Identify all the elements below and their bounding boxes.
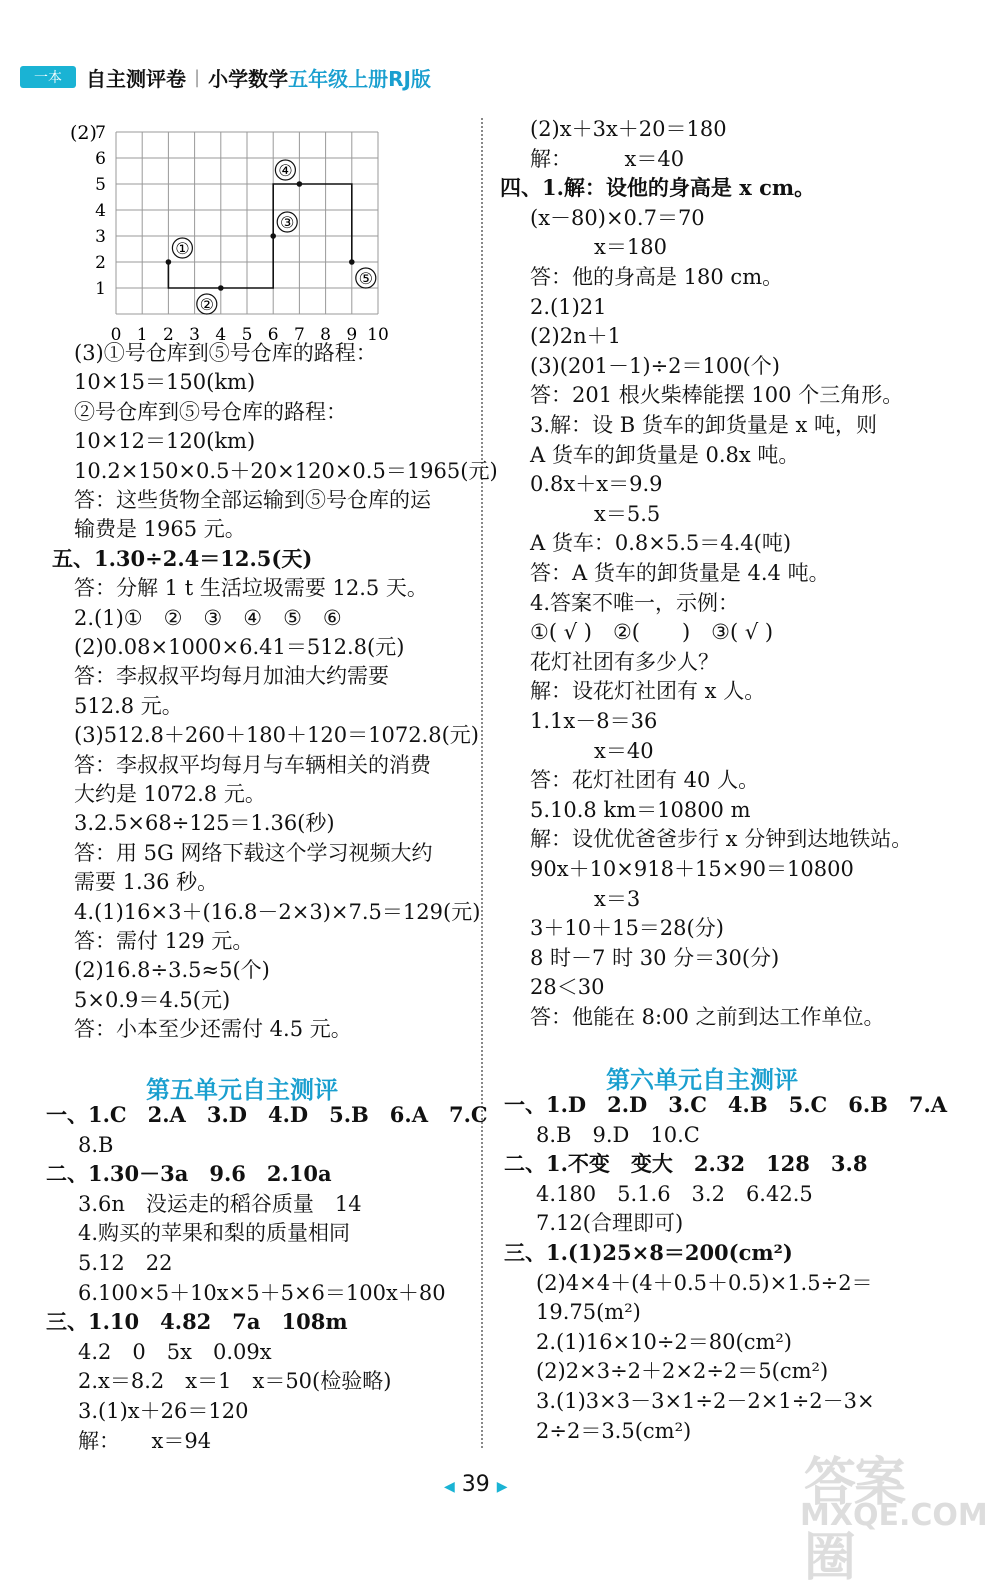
answer-line: 90x＋10×918＋15×90＝10800 (530, 857, 854, 881)
answer-line: A 货车：0.8×5.5＝4.4(吨) (530, 531, 792, 556)
answer-line: 0.8x＋x＝9.9 (530, 472, 663, 497)
answer-line: (2)0.08×1000×6.41＝512.8(元) (74, 635, 405, 659)
answer-line: 一、1.D 2.D 3.C 4.B 5.C 6.B 7.A (504, 1092, 948, 1117)
answer-line: 解： x＝40 (530, 146, 685, 171)
answer-line: 5×0.9＝4.5(元) (74, 987, 231, 1012)
page-header (20, 64, 431, 90)
x-tick-label: 6 (267, 325, 279, 345)
answer-line: (3)①号仓库到⑤号仓库的路程： (74, 341, 377, 365)
answer-line: 二、1.不变 变大 2.32 128 3.8 (504, 1151, 868, 1177)
answer-line: 答：他的身高是 180 cm。 (530, 265, 784, 289)
answer-line: x＝180 (594, 235, 667, 260)
answer-line: 8.B (78, 1132, 114, 1157)
answer-line: 5.12 22 (78, 1251, 173, 1275)
y-tick-label: 7 (95, 123, 106, 143)
answer-line: 10×15＝150(km) (74, 370, 256, 395)
answer-line: 3＋10＋15＝28(分) (530, 916, 724, 941)
warehouse-label: ③ (280, 213, 295, 232)
watermark-logo (796, 1440, 988, 1588)
warehouse-point (297, 181, 303, 187)
x-tick-label: 7 (293, 325, 305, 345)
answer-line: 解：设花灯社团有 x 人。 (530, 679, 766, 704)
answer-line: 3.(1)x＋26＝120 (78, 1399, 249, 1423)
answer-line: (2)16.8÷3.5≈5(个) (74, 958, 270, 983)
answer-line: 答：201 根火柴棒能摆 100 个三角形。 (530, 383, 904, 408)
answer-line: 五、1.30÷2.4＝12.5(天) (52, 545, 313, 571)
answer-line: 4.答案不唯一，示例： (530, 590, 740, 615)
answer-line: 3.2.5×68÷125＝1.36(秒) (74, 811, 335, 836)
x-tick-label: 0 (110, 325, 122, 345)
x-tick-label: 4 (215, 325, 227, 345)
answer-line: 512.8 元。 (74, 693, 183, 718)
answer-line: 答：这些货物全部运输到⑤号仓库的运 (74, 488, 431, 512)
answer-line: 答：分解 1 t 生活垃圾需要 12.5 天。 (74, 576, 428, 601)
page-number-footer (444, 1472, 508, 1497)
x-tick-label: 1 (136, 325, 148, 345)
header-title: 自主测评卷 (86, 66, 186, 91)
answer-line: 答：用 5G 网络下载这个学习视频大约 (74, 840, 433, 865)
y-tick-label: 5 (95, 175, 106, 195)
answer-line: 解：设优优爸爸步行 x 分钟到达地铁站。 (530, 827, 913, 852)
answer-line: 5.10.8 km＝10800 m (530, 797, 751, 822)
answer-line: 19.75(m²) (536, 1300, 641, 1325)
answer-line: x＝5.5 (594, 501, 661, 526)
watermark-url: MXQE.COM (800, 1498, 988, 1533)
x-tick-label: 8 (320, 325, 332, 345)
warehouse-label: ⑤ (358, 269, 373, 288)
answer-line: (3)512.8＋260＋180＋120＝1072.8(元) (74, 723, 479, 748)
answer-line: 需要 1.36 秒。 (74, 870, 219, 895)
answer-line: 4.购买的苹果和梨的质量相同 (78, 1221, 351, 1246)
answer-line: 三、1.10 4.82 7a 108m (46, 1309, 348, 1335)
watermark-text: 答案圈 (804, 1453, 905, 1588)
x-tick-label: 2 (162, 325, 174, 345)
answer-line: 2.x＝8.2 x＝1 x＝50(检验略) (78, 1369, 392, 1394)
answer-line: (3)(201－1)÷2＝100(个) (530, 353, 781, 378)
warehouse-point (270, 233, 276, 239)
answer-line: A 货车的卸货量是 0.8x 吨。 (530, 442, 800, 467)
warehouse-point (349, 259, 355, 265)
answer-line: 解： x＝94 (78, 1428, 212, 1453)
answer-line: 4.180 5.1.6 3.2 6.42.5 (536, 1181, 813, 1206)
answer-line: 三、1.(1)25×8＝200(cm²) (504, 1240, 793, 1265)
page-number: 39 (461, 1472, 490, 1497)
x-tick-label: 9 (346, 325, 358, 345)
header-subject: 小学数学 (208, 66, 289, 91)
answer-line: 四、1.解：设他的身高是 x cm。 (500, 175, 816, 201)
answer-line: 8.B 9.D 10.C (536, 1122, 700, 1147)
answer-line: (2)x＋3x＋20＝180 (530, 117, 727, 141)
answer-line: 二、1.30－3a 9.6 2.10a (46, 1161, 332, 1187)
x-tick-label: 3 (189, 325, 201, 345)
x-tick-label: 5 (241, 325, 253, 345)
answer-line: 3.解：设 B 货车的卸货量是 x 吨，则 (530, 413, 878, 437)
right-arrow-icon: ▶ (496, 1479, 508, 1495)
answer-line: 一、1.C 2.A 3.D 4.D 5.B 6.A 7.C (46, 1102, 488, 1127)
answer-line: 4.2 0 5x 0.09x (78, 1339, 272, 1364)
answer-line: 1.1x－8＝36 (530, 709, 658, 733)
answer-line: (2)2×3÷2＋2×2÷2＝5(cm²) (536, 1359, 829, 1384)
answer-line: 10.2×150×0.5＋20×120×0.5＝1965(元) (74, 458, 498, 483)
answer-line: 7.12(合理即可) (536, 1211, 684, 1236)
answer-line: 输费是 1965 元。 (74, 517, 246, 542)
warehouse-label: ② (199, 295, 214, 314)
chart-label: (2) (70, 122, 97, 144)
y-tick-label: 4 (95, 201, 106, 221)
answer-line: 2.(1)① ② ③ ④ ⑤ ⑥ (74, 605, 342, 630)
warehouse-point (166, 259, 172, 265)
answer-line: 6.100×5＋10x×5＋5×6＝100x＋80 (78, 1280, 446, 1305)
answer-line: 10×12＝120(km) (74, 429, 256, 454)
answer-line: 28＜30 (530, 975, 605, 1000)
answer-line: 答：他能在 8:00 之前到达工作单位。 (530, 1005, 885, 1029)
answer-line: 大约是 1072.8 元。 (74, 782, 266, 806)
answer-line: 2.(1)21 (530, 294, 607, 319)
coordinate-grid-chart (60, 116, 400, 346)
unit5-title: 第五单元自主测评 (146, 1076, 338, 1104)
warehouse-point (218, 285, 224, 291)
answer-line: 答：花灯社团有 40 人。 (530, 768, 760, 793)
unit6-title: 第六单元自主测评 (606, 1066, 798, 1094)
answer-line: x＝3 (594, 886, 641, 911)
answer-line: x＝40 (594, 738, 654, 763)
answer-line: ①( √ ) ②( ) ③( √ ) (530, 620, 774, 645)
y-tick-label: 3 (95, 227, 106, 247)
answer-line: 答：小本至少还需付 4.5 元。 (74, 1017, 352, 1042)
answer-line: 2÷2＝3.5(cm²) (536, 1418, 692, 1443)
header-grade: 五年级上册RJ版 (288, 66, 431, 91)
answer-line: 8 时－7 时 30 分＝30(分) (530, 945, 780, 970)
answer-line: (2)2n＋1 (530, 324, 621, 349)
answer-line: 4.(1)16×3＋(16.8－2×3)×7.5＝129(元) (74, 899, 481, 924)
answer-line: 3.(1)3×3－3×1÷2－2×1÷2－3× (536, 1389, 875, 1413)
answer-line: (2)4×4＋(4＋0.5＋0.5)×1.5÷2＝ (536, 1270, 873, 1295)
publisher-logo: 一本 (20, 66, 76, 88)
answer-line: ②号仓库到⑤号仓库的路程： (74, 399, 347, 424)
left-arrow-icon: ◀ (444, 1479, 455, 1495)
answer-line: 2.(1)16×10÷2＝80(cm²) (536, 1329, 792, 1354)
y-tick-label: 6 (95, 149, 106, 169)
y-tick-label: 2 (95, 253, 106, 273)
answer-line: 3.6n 没运走的稻谷质量 14 (78, 1191, 362, 1216)
answer-line: 答：需付 129 元。 (74, 929, 254, 953)
warehouse-label: ① (175, 239, 190, 258)
y-tick-label: 1 (95, 279, 106, 299)
answer-line: 花灯社团有多少人？ (530, 649, 719, 674)
column-divider (481, 118, 483, 1448)
warehouse-label: ④ (278, 161, 293, 180)
answer-line: 答：李叔叔平均每月与车辆相关的消费 (74, 752, 431, 777)
answer-line: (x－80)×0.7＝70 (530, 205, 705, 230)
x-tick-label: 10 (367, 325, 389, 345)
answer-line: 答：李叔叔平均每月加油大约需要 (74, 664, 389, 689)
header-separator: | (194, 66, 201, 88)
answer-line: 答：A 货车的卸货量是 4.4 吨。 (530, 561, 830, 585)
